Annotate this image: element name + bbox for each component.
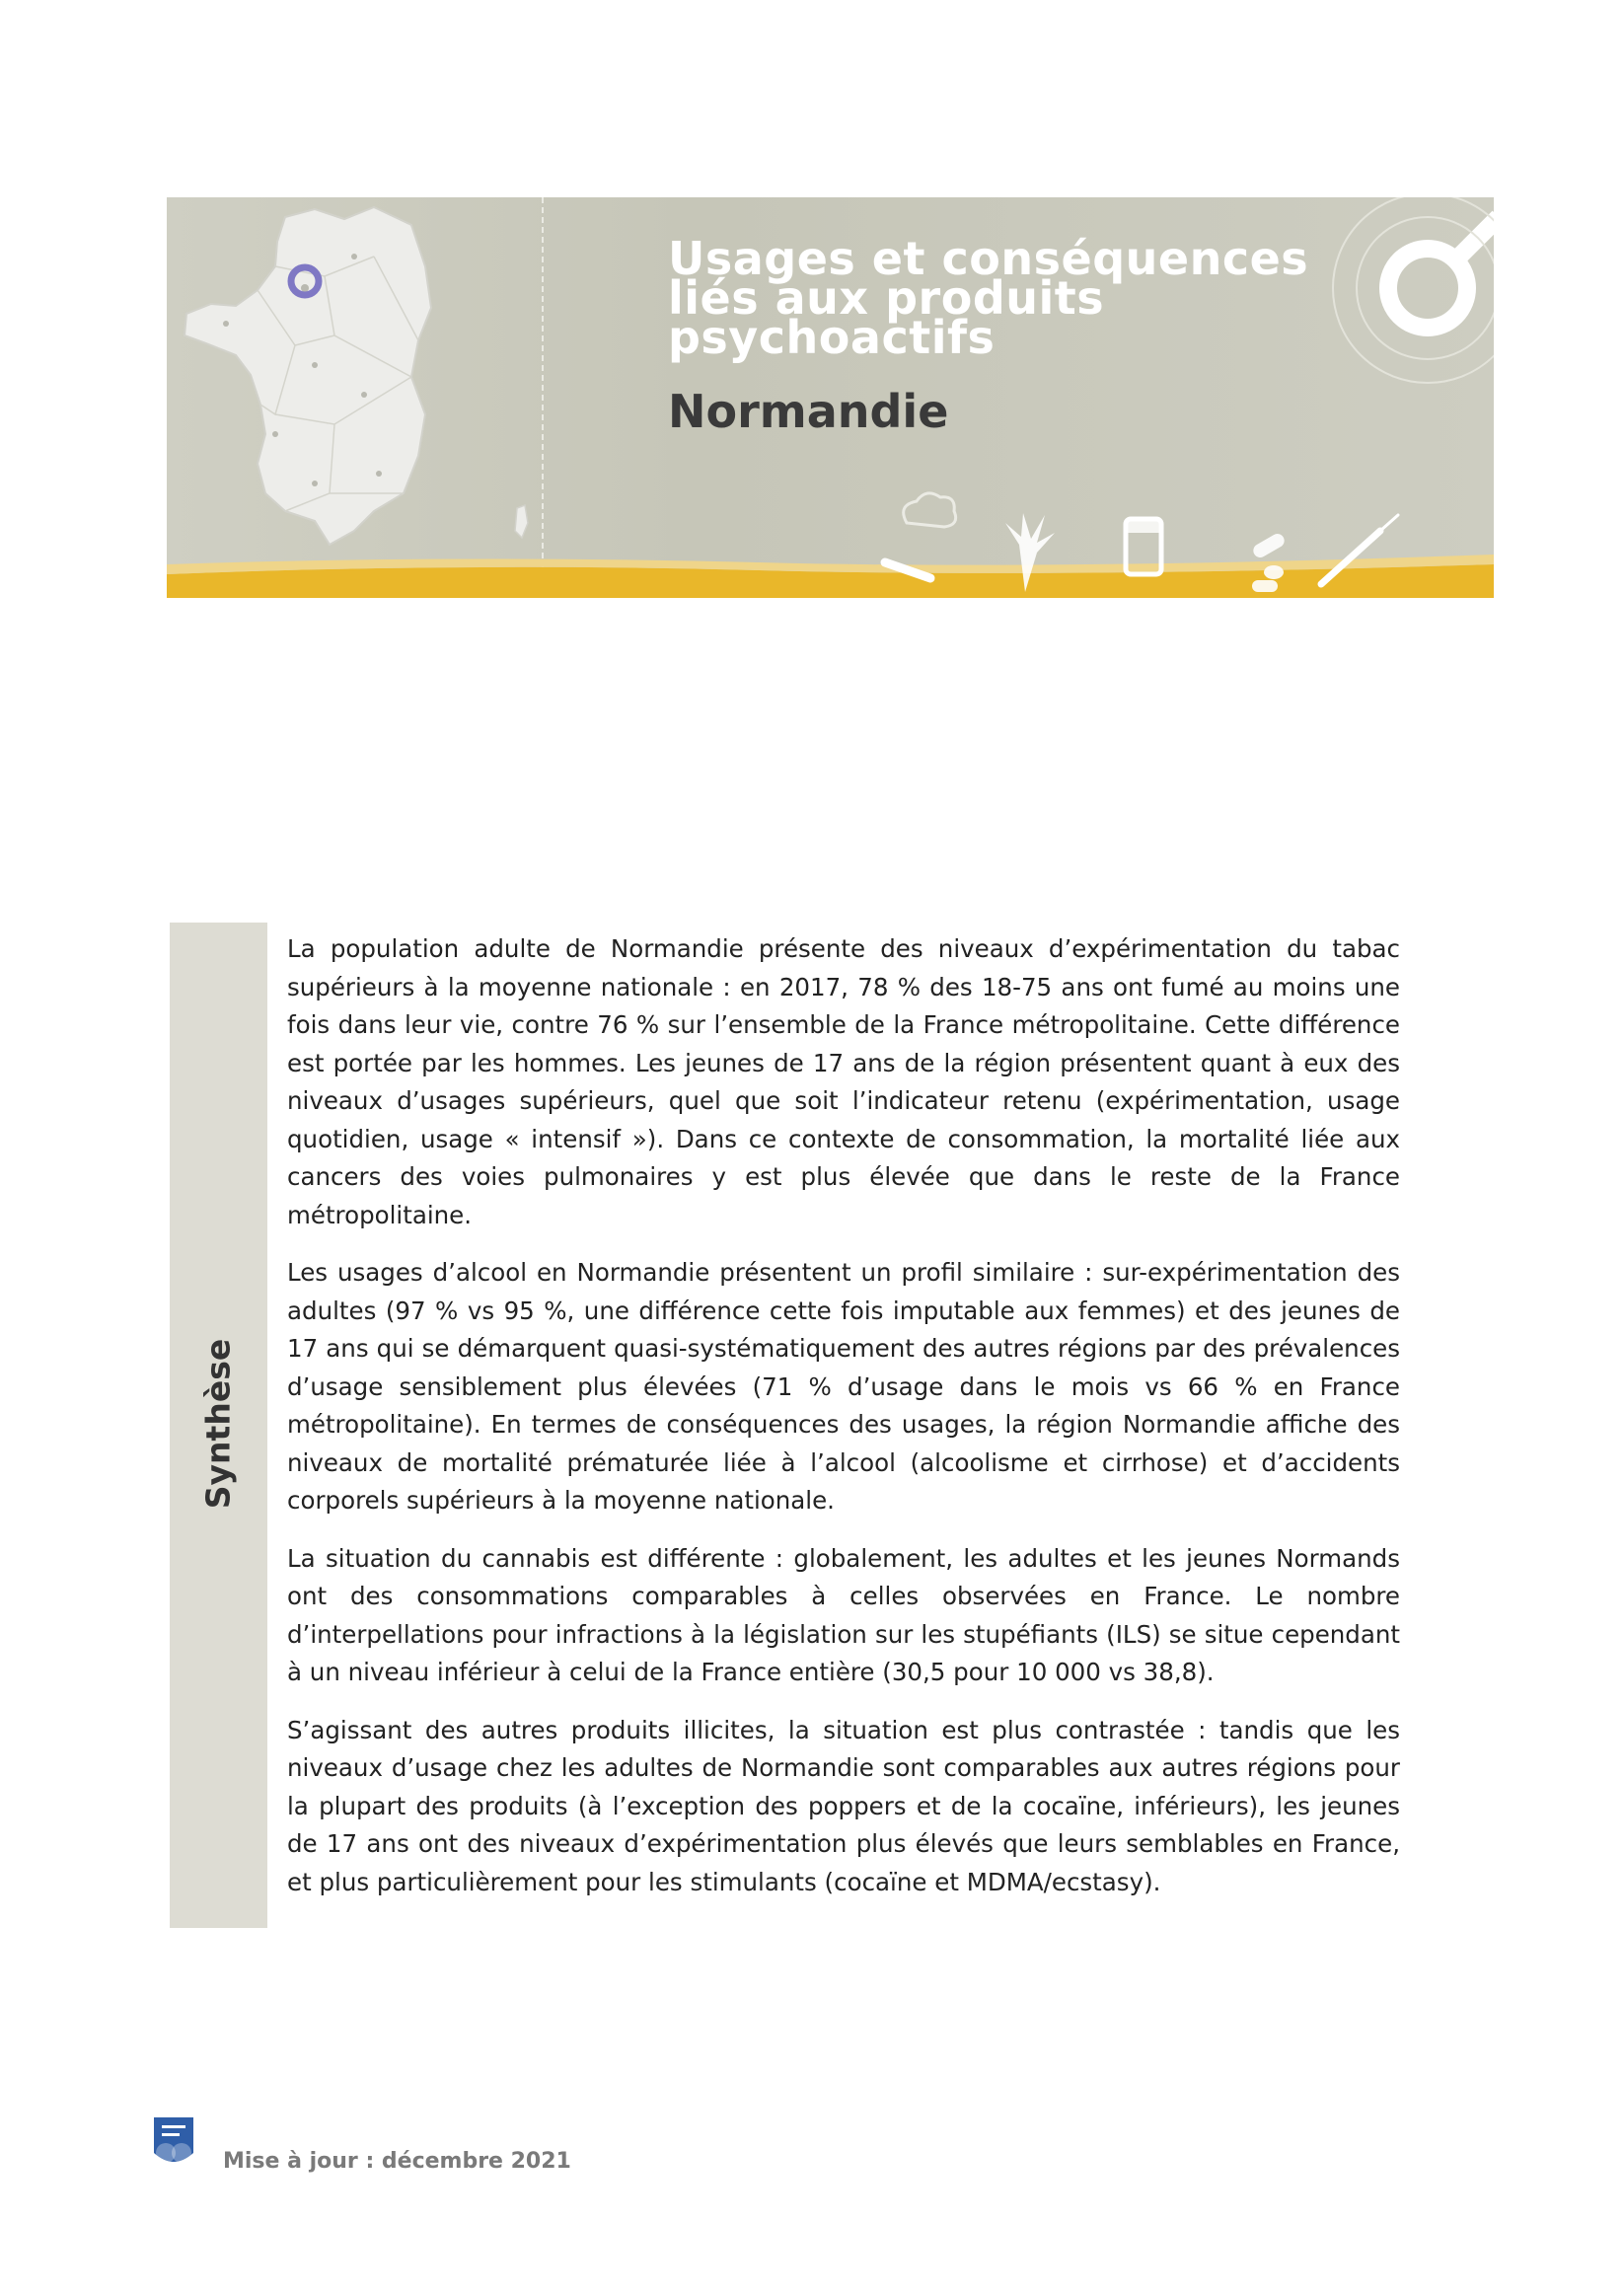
banner-title-line: liés aux produits xyxy=(668,271,1105,325)
banner-divider xyxy=(542,197,544,598)
synthese-paragraph: Les usages d’alcool en Normandie présentent un profil similaire : sur-expérimentation des adultes (97 % vs 95 %, une différence cette fois imputable aux femmes) et des jeunes de 17 ans qui se démarquent quasi-systématiquement des autres régions par des prévalences d’usage sensiblement plus élevées (71 % d’usage dans le mois vs 66 % en France métropolitaine). En termes de conséquences des usages, la région Normandie affiche des niveaux de mortalité prématurée liée à l’alcool (alcoolisme et cirrhose) et d’accidents corporels supérieurs à la moyenne nationale. xyxy=(287,1258,1400,1515)
pills-icon xyxy=(1251,531,1287,592)
header-banner xyxy=(167,197,1494,598)
update-date: Mise à jour : décembre 2021 xyxy=(223,2149,571,2174)
synthese-paragraph: La situation du cannabis est différente : globalement, les adultes et les jeunes Normands ont des consommations comparables à celles observées en France. Le nombre d’interpellations pour infractions à la législation sur les stupéfiants (ILS) se situe cependant à un niveau inférieur à celui de la France entière (30,5 pour 10 000 vs 38,8). xyxy=(287,1543,1400,1686)
synthese-body xyxy=(287,930,1400,1921)
synthese-paragraph: S’agissant des autres produits illicites, la situation est plus contrastée : tandis que les niveaux d’usage chez les adultes de Normandie sont comparables aux autres régions pour la plupart des produits (à l’exception des poppers et de la cocaïne, inférieurs), les jeunes de 17 ans ont des niveaux d’expérimentation plus élevés que leurs semblables en France, et plus particulièrement pour les stimulants (cocaïne et MDMA/ecstasy). xyxy=(287,1715,1400,1896)
region-name: Normandie xyxy=(668,385,949,438)
ofdt-logo-icon xyxy=(148,2113,199,2171)
cannabis-leaf-icon xyxy=(1005,513,1055,592)
synthese-label: Synthèse xyxy=(198,1338,238,1510)
syringe-icon xyxy=(1321,515,1398,584)
banner-title-block xyxy=(668,232,1309,438)
magnifier-icon xyxy=(1388,249,1467,328)
france-map-icon xyxy=(167,197,581,598)
banner-title-line: Usages et conséquences xyxy=(668,232,1309,285)
cigarette-icon xyxy=(885,562,930,578)
synthese-paragraph: La population adulte de Normandie présente des niveaux d’expérimentation du tabac supérieurs à la moyenne nationale : en 2017, 78 % des 18-75 ans ont fumé au moins une fois dans leur vie, contre 76 % sur l’ensemble de la France métropolitaine. Cette différence est portée par les hommes. Les jeunes de 17 ans de la région présentent quant à eux des niveaux d’usages supérieurs, quel que soit l’indicateur retenu (expérimentation, usage quotidien, usage « intensif »). Dans ce contexte de consommation, la mortalité liée aux cancers des voies pulmonaires y est plus élevée que dans le reste de la France métropolitaine. xyxy=(287,934,1400,1229)
banner-title-line: psychoactifs xyxy=(668,311,996,364)
